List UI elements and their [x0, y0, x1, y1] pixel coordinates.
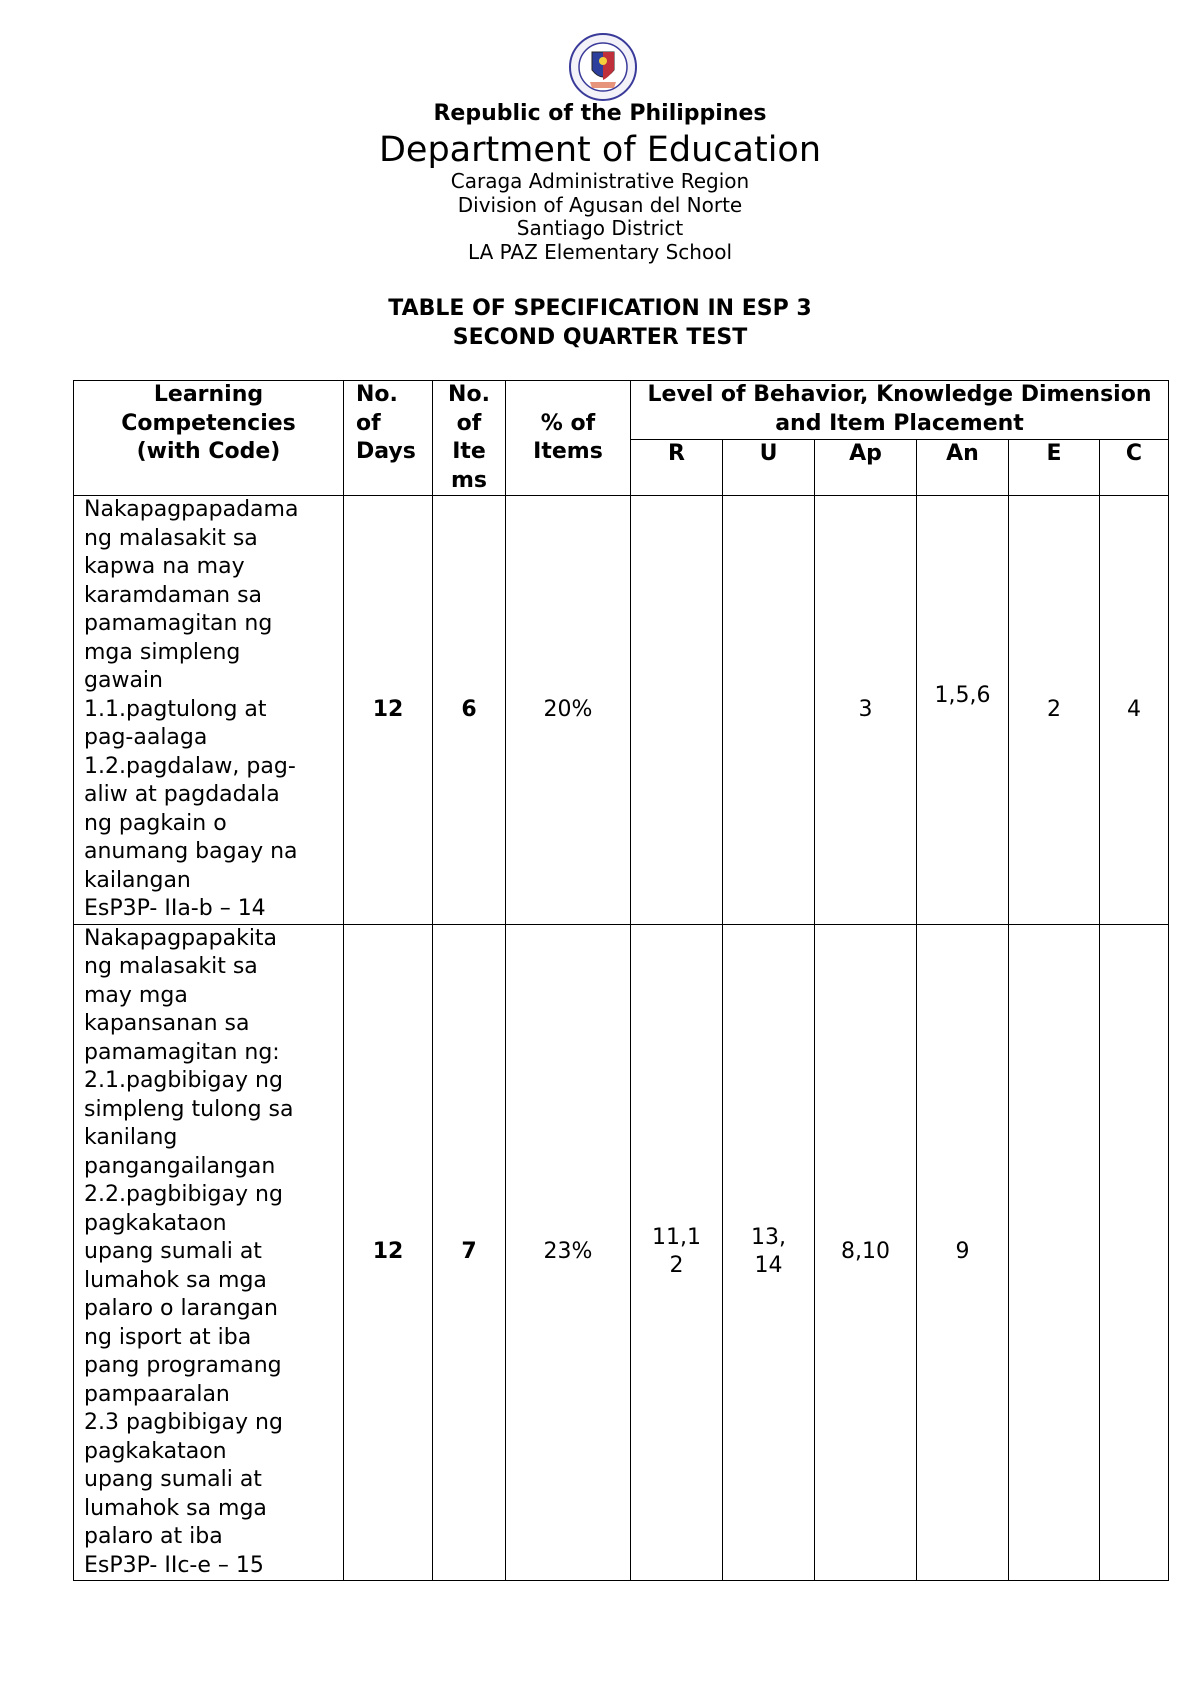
header-competencies: Learning Competencies (with Code): [74, 381, 344, 496]
days-cell: 12: [344, 924, 433, 1581]
title-line-2: SECOND QUARTER TEST: [452, 325, 748, 350]
level-an-cell: 9: [917, 924, 1009, 1581]
level-e-cell: [1009, 924, 1100, 1581]
level-u-cell: [723, 496, 815, 925]
header-level-u: U: [723, 439, 815, 496]
header-level-ap: Ap: [815, 439, 917, 496]
level-an-cell: 1,5,6: [917, 496, 1009, 925]
level-e-cell: 2: [1009, 496, 1100, 925]
header-level-an: An: [917, 439, 1009, 496]
level-r-cell: 11,1 2: [631, 924, 723, 1581]
items-cell: 6: [433, 496, 506, 925]
level-ap-cell: 3: [815, 496, 917, 925]
region-text: Caraga Administrative Region: [450, 169, 750, 193]
republic-heading: Republic of the Philippines: [433, 101, 767, 126]
level-ap-cell: 8,10: [815, 924, 917, 1581]
header-days: No. of Days: [344, 381, 433, 496]
header-items: No. of Ite ms: [433, 381, 506, 496]
header-percent: % of Items: [506, 381, 631, 496]
percent-cell: 20%: [506, 496, 631, 925]
table-row: [74, 924, 1169, 1581]
level-u-cell: 13, 14: [723, 924, 815, 1581]
office-lines: [0, 170, 1200, 264]
deped-seal-icon: [564, 32, 642, 102]
specification-table: [73, 380, 1169, 1581]
days-cell: 12: [344, 496, 433, 925]
header-level: Level of Behavior, Knowledge Dimension and Item Placement: [631, 381, 1169, 440]
division-text: Division of Agusan del Norte: [457, 192, 743, 217]
level-c-cell: [1100, 924, 1169, 1581]
school-text: LA PAZ Elementary School: [467, 239, 733, 264]
title-line-1: TABLE OF SPECIFICATION IN ESP 3: [388, 296, 812, 321]
table-row: [74, 496, 1169, 925]
percent-cell: 23%: [506, 924, 631, 1581]
district-text: Santiago District: [516, 216, 684, 240]
header-level-e: E: [1009, 439, 1100, 496]
department-heading: Department of Education: [378, 130, 822, 170]
level-c-cell: 4: [1100, 496, 1169, 925]
document-title: [0, 294, 1200, 352]
items-cell: 7: [433, 924, 506, 1581]
competency-cell: Nakapagpapadama ng malasakit sa kapwa na may karamdaman sa pamamagitan ng mga simpleng gawain 1.1.pagtulong at pag-aalaga 1.2.pagdalaw, pag- aliw at pagdadala ng pagkain o anumang bagay na kailangan EsP3P- IIa-b – 14: [74, 496, 344, 925]
header-level-c: C: [1100, 439, 1169, 496]
level-r-cell: [631, 496, 723, 925]
competency-cell: Nakapagpapakita ng malasakit sa may mga kapansanan sa pamamagitan ng: 2.1.pagbibigay ng simpleng tulong sa kanilang pangangailangan 2.2.pagbibigay ng pagkakataon upang sumali at lumahok sa mga palaro o larangan ng isport at iba pang programang pampaaralan 2.3 pagbibigay ng pagkakataon upang sumali at lumahok sa mga palaro at iba EsP3P- IIc-e – 15: [74, 924, 344, 1581]
header-level-r: R: [631, 439, 723, 496]
